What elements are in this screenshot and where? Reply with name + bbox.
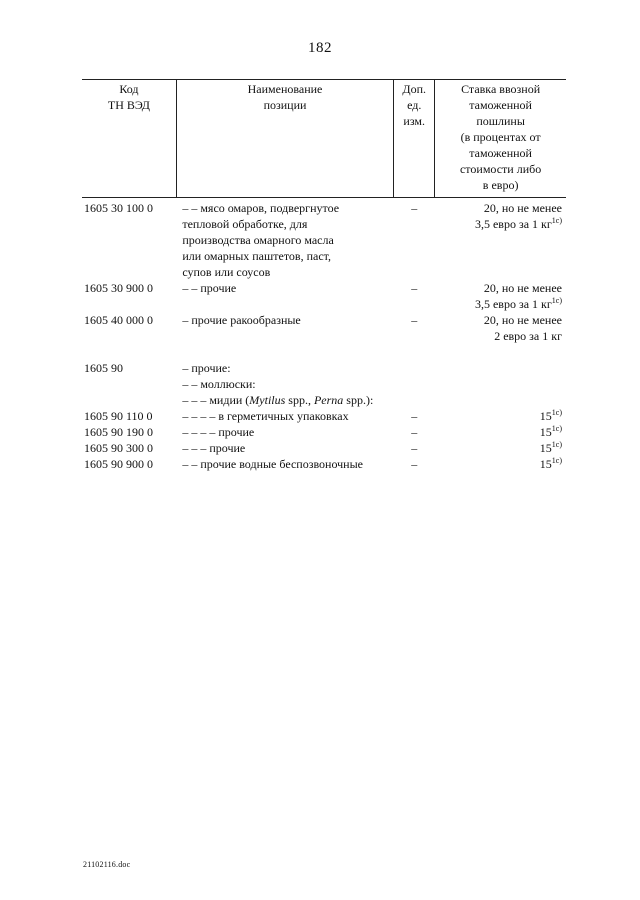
footnote-mark: 1с) [551,408,562,417]
row-unit: – [411,457,418,471]
row-unit: – [411,201,418,215]
row-code [82,392,176,408]
table-row [82,280,566,312]
row-code: 1605 90 190 0 [84,425,153,439]
row-name: – прочие: [182,361,231,375]
row-unit: – [411,313,418,327]
row-code: 1605 90 [84,361,123,375]
row-name: – – моллюски: [182,377,256,391]
header-name: Наименование позиции [176,80,393,198]
row-name: – – прочие водные беспозвоночные [182,457,363,471]
row-name: – – – – прочие [182,425,255,439]
footnote-mark: 1с) [551,456,562,465]
row-name: – – – мидии (Mytilus spp., Perna spp.): [182,393,374,407]
header-code: Код ТН ВЭД [82,80,176,198]
table-row [82,344,566,376]
header-rate: Ставка ввозной таможенной пошлины (в процентах от таможенной стоимости либо в евро) [435,80,566,198]
row-name: – – прочие [182,281,237,295]
row-code: 1605 90 900 0 [84,457,153,471]
table-row [82,440,566,456]
tariff-table [82,79,566,472]
row-rate [435,392,566,408]
row-code: 1605 30 900 0 [84,281,153,295]
row-code: 1605 40 000 0 [84,313,153,327]
table-row [82,424,566,440]
table-header [82,80,566,198]
table-row [82,456,566,472]
row-unit [394,392,435,408]
row-rate: 15$^{1с)}$ [539,440,562,455]
row-rate: 15$^{1с)}$ [539,408,562,423]
latin-genus: Perna [313,393,344,407]
table-row [82,312,566,344]
row-rate: 20, но не менее 3,5 евро за 1 кг$^{1с)}$ [474,281,562,311]
row-rate: 15$^{1с)}$ [539,456,562,471]
row-name: – – мясо омаров, подвергнутое тепловой обработке, для производства омарного масла или омарных паштетов, паст, супов или соусов [182,201,340,279]
row-unit [394,344,435,376]
footnote-mark: 1с) [551,216,562,225]
row-rate: 20, но не менее 2 евро за 1 кг [483,313,562,343]
row-code [82,376,176,392]
row-name: – – – прочие [182,441,246,455]
row-unit: – [411,281,418,295]
table-row [82,408,566,424]
header-unit: Доп. ед. изм. [394,80,435,198]
footnote-mark: 1с) [551,296,562,305]
latin-genus: Mytilus [249,393,286,407]
row-unit: – [411,425,418,439]
table-row [82,376,566,392]
row-rate [435,376,566,392]
row-unit [394,376,435,392]
row-name: – – – – в герметичных упаковках [182,409,349,423]
page-number: 182 [308,40,332,56]
row-unit: – [411,409,418,423]
row-rate: 15$^{1с)}$ [539,424,562,439]
row-code: 1605 90 300 0 [84,441,153,455]
row-code: 1605 30 100 0 [84,201,153,215]
row-rate [435,344,566,376]
row-rate: 20, но не менее 3,5 евро за 1 кг$^{1с)}$ [474,201,562,231]
document-filename: 21102116.doc [83,860,131,869]
row-name: – прочие ракообразные [182,313,301,327]
row-code: 1605 90 110 0 [84,409,153,423]
row-unit: – [411,441,418,455]
table-row [82,392,566,408]
footnote-mark: 1с) [551,424,562,433]
footnote-mark: 1с) [551,440,562,449]
table-row [82,198,566,281]
